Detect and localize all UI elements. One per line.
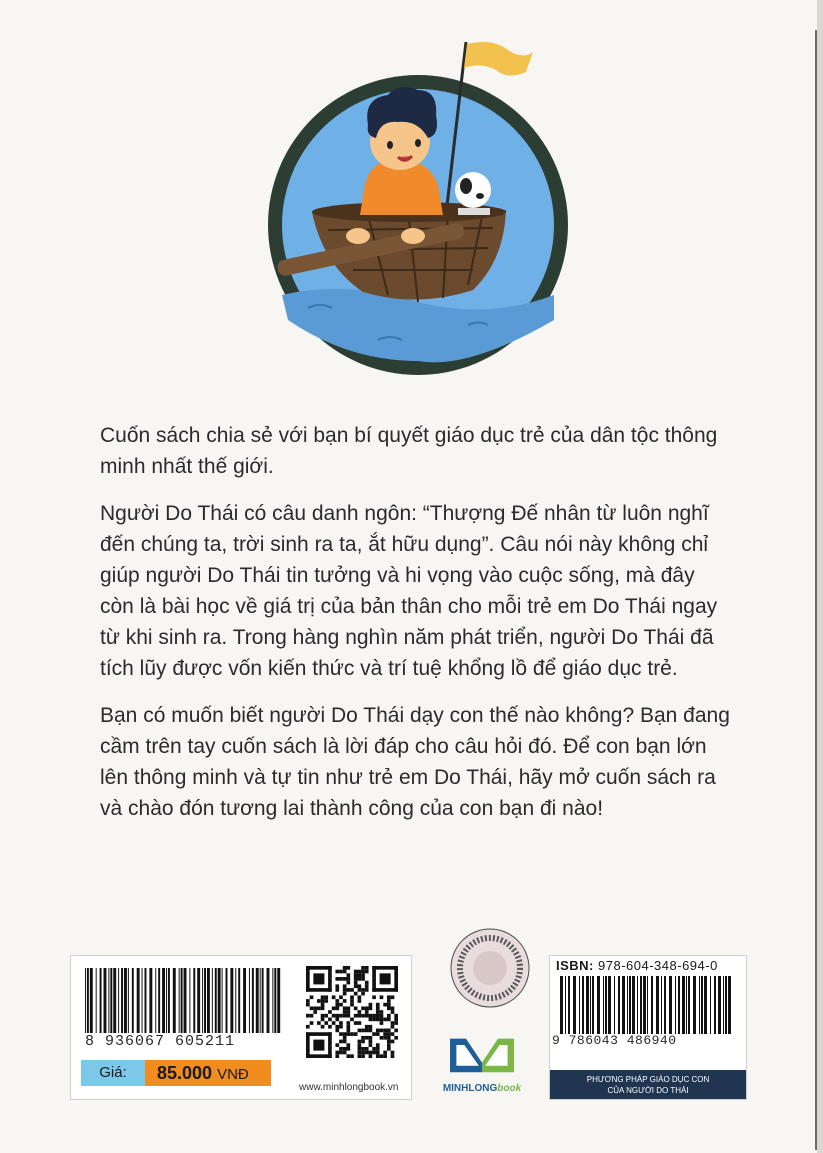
description-paragraph-3: Bạn có muốn biết người Do Thái dạy con thế nào không? Bạn đang cầm trên tay cuốn sách là lời đáp cho câu hỏi đó. Để con bạn lớn lên thông minh và tự tin như trẻ em Do Thái, hãy mở cuốn sách ra và chào đón tương lai thành công của con bạn đi nào! xyxy=(100,704,730,820)
book-title-line-2: CỦA NGƯỜI DO THÁI xyxy=(607,1086,689,1095)
flag xyxy=(464,42,533,76)
book-logo-icon xyxy=(442,1025,522,1081)
barcode-price-box xyxy=(70,955,412,1100)
price-label: Giá: xyxy=(81,1060,145,1086)
publisher-logo-text: MINHLONGbook xyxy=(442,1083,522,1094)
description-paragraph-2: Người Do Thái có câu danh ngôn: “Thượng Đế nhân từ luôn nghĩ đến chúng ta, trời sinh ra ta, ắt hữu dụng”. Câu nói này không chỉ giúp người Do Thái tin tưởng và hi vọng vào cuộc sống, mà đây còn là bài học về giá trị của bản thân cho mỗi trẻ em Do Thái ngay từ khi sinh ra. Trong hàng nghìn năm phát triển, người Do Thái đã tích lũy được vốn kiến thức và trí tuệ khổng lồ để giáo dục trẻ. xyxy=(100,502,718,680)
book-spine-edge xyxy=(817,0,823,1153)
price-amount: 85.000 xyxy=(157,1063,213,1083)
publisher-website[interactable]: www.minhlongbook.vn xyxy=(299,1082,399,1093)
description-text xyxy=(100,420,730,840)
publisher-logo xyxy=(432,1025,532,1097)
price-row xyxy=(81,1060,271,1086)
book-title-line-1: PHƯƠNG PHÁP GIÁO DỤC CON xyxy=(586,1075,710,1084)
edge-line xyxy=(815,30,817,1150)
description-paragraph-1: Cuốn sách chia sẻ với bạn bí quyết giáo dục trẻ của dân tộc thông minh nhất thế giới. xyxy=(100,424,718,478)
minhlong-seal-icon xyxy=(450,928,530,1008)
qr-code[interactable] xyxy=(297,966,407,1058)
barcode-digits: 8 936067 605211 xyxy=(83,1033,290,1050)
isbn-digits: 9 786043 486940 xyxy=(552,1033,677,1048)
price-value xyxy=(145,1060,271,1086)
book-title-strip xyxy=(550,1070,746,1099)
puppy xyxy=(455,172,491,208)
isbn-box xyxy=(549,955,747,1100)
isbn-title: ISBN: 978-604-348-694-0 xyxy=(556,958,718,973)
ean-barcode xyxy=(83,968,288,1034)
boy-in-boat-illustration xyxy=(268,40,568,380)
isbn-barcode xyxy=(558,976,738,1034)
price-currency: VNĐ xyxy=(217,1066,249,1083)
